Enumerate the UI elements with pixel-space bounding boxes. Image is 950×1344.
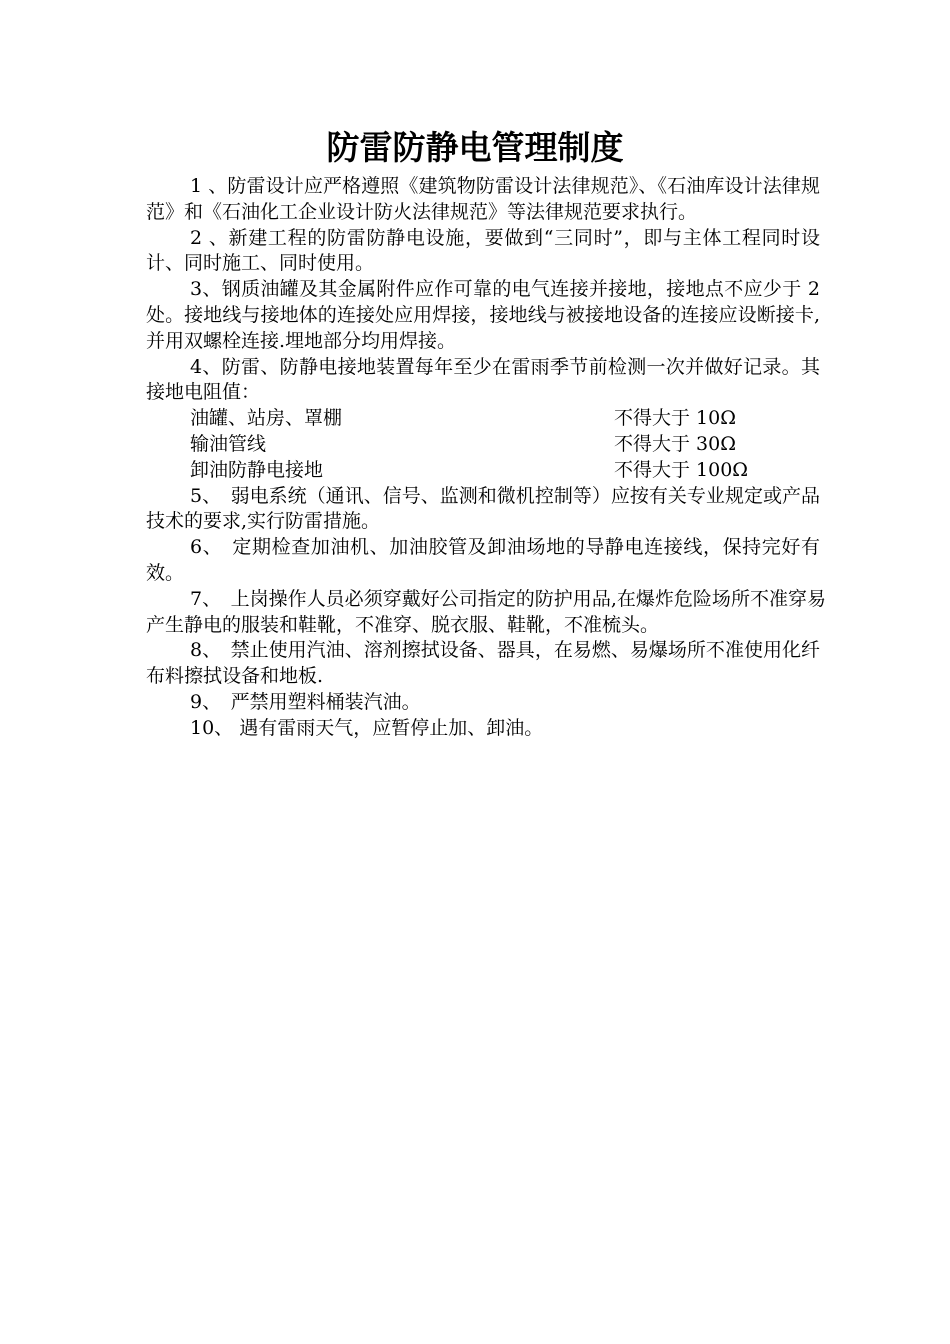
paragraph-6: 6、 定期检查加油机、加油胶管及卸油场地的导静电连接线，保持完好有效。 [146, 536, 820, 584]
resistance-value: 不得大于 100Ω [614, 458, 749, 481]
resistance-item: 卸油防静电接地 [190, 458, 324, 481]
document-body [146, 174, 826, 742]
document-title: 防雷防静电管理制度 [326, 128, 624, 167]
paragraph-3: 3、钢质油罐及其金属附件应作可靠的电气连接并接地，接地点不应少于 2 处。接地线与接地体的连接处应用焊接，接地线与被接地设备的连接应设断接卡,并用双螺栓连接.埋地部分均用焊接。 [146, 278, 820, 352]
paragraph-4: 4、防雷、防静电接地装置每年至少在雷雨季节前检测一次并做好记录。其接地电阻值： [146, 355, 820, 404]
paragraph-7: 7、 上岗操作人员必须穿戴好公司指定的防护用品,在爆炸危险场所不准穿易产生静电的服装和鞋靴，不准穿、脱衣服、鞋靴，不准梳头。 [146, 587, 826, 636]
paragraph-2: 2 、新建工程的防雷防静电设施，要做到“三同时”，即与主体工程同时设计、同时施工、同时使用。 [146, 226, 820, 275]
paragraph-8: 8、 禁止使用汽油、溶剂擦拭设备、器具，在易燃、易爆场所不准使用化纤布料擦拭设备和地板. [146, 639, 820, 688]
resistance-value: 不得大于 10Ω [614, 407, 736, 430]
resistance-item: 油罐、站房、罩棚 [190, 407, 343, 430]
resistance-row [146, 406, 820, 432]
paragraph-5: 5、 弱电系统（通讯、信号、监测和微机控制等）应按有关专业规定或产品技术的要求,实行防雷措施。 [146, 484, 820, 533]
resistance-value: 不得大于 30Ω [614, 432, 736, 455]
resistance-row [146, 432, 820, 458]
paragraph-1: 1 、防雷设计应严格遵照《建筑物防雷设计法律规范》、《石油库设计法律规范》和《石油化工企业设计防火法律规范》等法律规范要求执行。 [146, 175, 820, 223]
paragraph-10: 10、 遇有雷雨天气，应暂停止加、卸油。 [190, 716, 544, 739]
resistance-row [146, 458, 820, 484]
paragraph-9: 9、 严禁用塑料桶装汽油。 [190, 690, 421, 713]
resistance-item: 输油管线 [190, 432, 267, 455]
resistance-table [146, 406, 820, 483]
